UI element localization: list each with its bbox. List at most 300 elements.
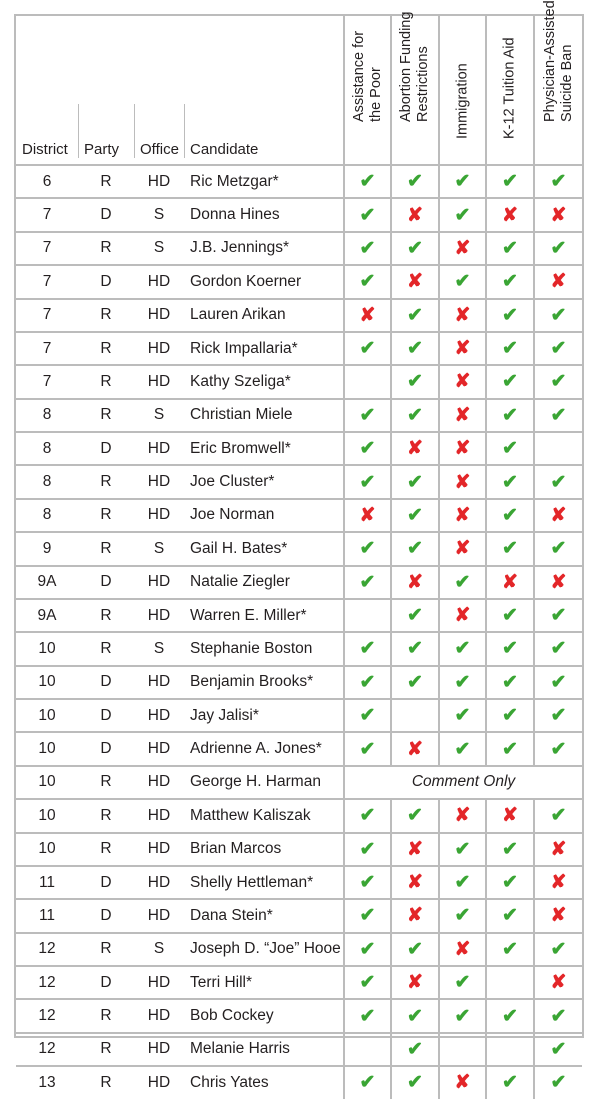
vote-cell xyxy=(486,365,534,398)
party-cell: D xyxy=(78,966,134,999)
x-icon: ✘ xyxy=(550,905,567,927)
header-row xyxy=(16,16,582,165)
check-icon: ✔ xyxy=(550,171,567,193)
vote-cell xyxy=(486,165,534,198)
issue-header-line: Assistance for xyxy=(350,30,367,122)
party-cell: R xyxy=(78,232,134,265)
vote-cell xyxy=(534,1033,582,1066)
candidate-cell: Eric Bromwell* xyxy=(184,432,344,465)
vote-cell xyxy=(439,332,486,365)
check-icon: ✔ xyxy=(550,938,567,960)
candidate-cell: Lauren Arikan xyxy=(184,299,344,332)
check-icon: ✔ xyxy=(454,738,471,760)
table-row xyxy=(16,866,582,899)
check-icon: ✔ xyxy=(502,838,518,860)
party-cell: D xyxy=(78,899,134,932)
check-icon: ✔ xyxy=(550,705,567,727)
vote-cell xyxy=(344,365,391,398)
district-cell: 10 xyxy=(16,799,78,832)
check-icon: ✔ xyxy=(550,304,567,326)
check-icon: ✔ xyxy=(407,938,423,960)
vote-cell xyxy=(534,1066,582,1098)
table-row xyxy=(16,933,582,966)
district-cell: 13 xyxy=(16,1066,78,1098)
office-cell: HD xyxy=(134,799,184,832)
party-cell: R xyxy=(78,1066,134,1098)
vote-cell xyxy=(534,899,582,932)
check-icon: ✔ xyxy=(359,738,376,760)
vote-cell xyxy=(534,332,582,365)
vote-cell xyxy=(534,432,582,465)
district-cell: 7 xyxy=(16,265,78,298)
party-cell: D xyxy=(78,265,134,298)
check-icon: ✔ xyxy=(502,438,518,460)
check-icon: ✔ xyxy=(502,271,518,293)
party-cell: R xyxy=(78,165,134,198)
table-row xyxy=(16,232,582,265)
issue-header-line: Immigration xyxy=(454,63,470,139)
check-icon: ✔ xyxy=(550,371,567,393)
table-row xyxy=(16,599,582,632)
party-cell: D xyxy=(78,666,134,699)
candidate-cell: Joe Cluster* xyxy=(184,465,344,498)
check-icon: ✔ xyxy=(407,805,423,827)
vote-cell xyxy=(391,232,439,265)
check-icon: ✔ xyxy=(407,471,423,493)
vote-cell xyxy=(439,999,486,1032)
check-icon: ✔ xyxy=(359,204,376,226)
check-icon: ✔ xyxy=(502,905,518,927)
district-cell: 8 xyxy=(16,499,78,532)
vote-cell xyxy=(486,1033,534,1066)
check-icon: ✔ xyxy=(359,404,376,426)
issue-header-line: the Poor xyxy=(367,67,384,122)
vote-cell xyxy=(534,666,582,699)
check-icon: ✔ xyxy=(502,371,518,393)
candidate-cell: Chris Yates xyxy=(184,1066,344,1098)
party-cell: R xyxy=(78,766,134,799)
candidate-cell: Melanie Harris xyxy=(184,1033,344,1066)
check-icon: ✔ xyxy=(550,338,567,360)
check-icon: ✔ xyxy=(502,872,518,894)
table-row xyxy=(16,799,582,832)
table-row xyxy=(16,399,582,432)
party-cell: R xyxy=(78,632,134,665)
vote-cell xyxy=(534,632,582,665)
candidate-cell: Ric Metzgar* xyxy=(184,165,344,198)
check-icon: ✔ xyxy=(550,738,567,760)
district-cell: 10 xyxy=(16,766,78,799)
x-icon: ✘ xyxy=(407,972,423,994)
vote-cell xyxy=(486,265,534,298)
district-header: District xyxy=(22,141,68,158)
issue-header-line: Abortion Funding xyxy=(398,11,414,122)
vote-cell xyxy=(439,833,486,866)
x-icon: ✘ xyxy=(454,1072,471,1094)
vote-cell xyxy=(344,732,391,765)
vote-cell xyxy=(534,365,582,398)
vote-cell xyxy=(391,699,439,732)
check-icon: ✔ xyxy=(502,171,518,193)
candidate-cell: Benjamin Brooks* xyxy=(184,666,344,699)
vote-cell xyxy=(534,232,582,265)
vote-cell xyxy=(534,299,582,332)
x-icon: ✘ xyxy=(454,471,471,493)
district-cell: 7 xyxy=(16,365,78,398)
check-icon: ✔ xyxy=(550,538,567,560)
x-icon: ✘ xyxy=(550,204,567,226)
check-icon: ✔ xyxy=(454,705,471,727)
vote-cell xyxy=(534,799,582,832)
vote-cell xyxy=(486,866,534,899)
party-header: Party xyxy=(84,141,120,158)
candidate-cell: Matthew Kaliszak xyxy=(184,799,344,832)
vote-cell xyxy=(391,465,439,498)
vote-cell xyxy=(439,465,486,498)
vote-cell xyxy=(439,1066,486,1098)
office-cell: HD xyxy=(134,699,184,732)
vote-cell xyxy=(439,933,486,966)
check-icon: ✔ xyxy=(359,638,376,660)
vote-cell xyxy=(344,232,391,265)
x-icon: ✘ xyxy=(454,605,471,627)
check-icon: ✔ xyxy=(502,304,518,326)
office-cell: HD xyxy=(134,1066,184,1098)
vote-cell xyxy=(486,532,534,565)
x-icon: ✘ xyxy=(407,905,423,927)
candidate-cell: Rick Impallaria* xyxy=(184,332,344,365)
vote-cell xyxy=(391,265,439,298)
check-icon: ✔ xyxy=(454,838,471,860)
header-divider xyxy=(184,104,185,158)
vote-cell xyxy=(439,198,486,231)
vote-cell xyxy=(486,666,534,699)
district-cell: 7 xyxy=(16,198,78,231)
voting-record-table xyxy=(14,0,584,1094)
vote-cell xyxy=(391,632,439,665)
vote-cell xyxy=(534,699,582,732)
vote-cell xyxy=(391,966,439,999)
check-icon: ✔ xyxy=(502,605,518,627)
office-cell: HD xyxy=(134,365,184,398)
check-icon: ✔ xyxy=(502,1072,518,1094)
vote-cell xyxy=(439,499,486,532)
x-icon: ✘ xyxy=(407,571,423,593)
vote-cell xyxy=(344,999,391,1032)
vote-cell xyxy=(344,966,391,999)
vote-cell xyxy=(391,365,439,398)
vote-cell xyxy=(344,566,391,599)
vote-cell xyxy=(344,699,391,732)
check-icon: ✔ xyxy=(407,237,423,259)
candidate-cell: Brian Marcos xyxy=(184,833,344,866)
candidate-cell: Donna Hines xyxy=(184,198,344,231)
x-icon: ✘ xyxy=(550,838,567,860)
vote-cell xyxy=(486,332,534,365)
vote-cell xyxy=(344,165,391,198)
vote-cell xyxy=(534,732,582,765)
vote-cell xyxy=(486,599,534,632)
vote-cell xyxy=(391,899,439,932)
table-row xyxy=(16,833,582,866)
office-cell: HD xyxy=(134,566,184,599)
table-row xyxy=(16,499,582,532)
check-icon: ✔ xyxy=(407,304,423,326)
district-cell: 10 xyxy=(16,632,78,665)
check-icon: ✔ xyxy=(407,338,423,360)
table-row xyxy=(16,699,582,732)
check-icon: ✔ xyxy=(454,271,471,293)
office-cell: HD xyxy=(134,866,184,899)
vote-cell xyxy=(391,566,439,599)
vote-cell xyxy=(534,499,582,532)
vote-cell xyxy=(486,232,534,265)
vote-cell xyxy=(344,432,391,465)
office-cell: HD xyxy=(134,833,184,866)
x-icon: ✘ xyxy=(502,805,518,827)
table-row xyxy=(16,666,582,699)
vote-cell xyxy=(391,1033,439,1066)
check-icon: ✔ xyxy=(359,671,376,693)
party-cell: R xyxy=(78,599,134,632)
x-icon: ✘ xyxy=(550,271,567,293)
district-cell: 11 xyxy=(16,866,78,899)
x-icon: ✘ xyxy=(550,972,567,994)
party-cell: R xyxy=(78,332,134,365)
check-icon: ✔ xyxy=(407,638,423,660)
check-icon: ✔ xyxy=(454,905,471,927)
candidate-cell: Natalie Ziegler xyxy=(184,566,344,599)
vote-cell xyxy=(344,632,391,665)
check-icon: ✔ xyxy=(359,1005,376,1027)
vote-cell xyxy=(534,966,582,999)
vote-cell xyxy=(534,833,582,866)
x-icon: ✘ xyxy=(454,938,471,960)
vote-cell xyxy=(486,399,534,432)
check-icon: ✔ xyxy=(407,538,423,560)
district-cell: 9A xyxy=(16,566,78,599)
check-icon: ✔ xyxy=(502,938,518,960)
check-icon: ✔ xyxy=(502,338,518,360)
check-icon: ✔ xyxy=(359,171,376,193)
vote-cell xyxy=(486,432,534,465)
x-icon: ✘ xyxy=(454,404,471,426)
vote-cell xyxy=(439,1033,486,1066)
vote-cell xyxy=(391,499,439,532)
office-cell: HD xyxy=(134,299,184,332)
vote-cell xyxy=(534,532,582,565)
district-cell: 10 xyxy=(16,666,78,699)
vote-cell xyxy=(439,232,486,265)
vote-cell xyxy=(439,399,486,432)
vote-cell xyxy=(439,566,486,599)
x-icon: ✘ xyxy=(550,571,567,593)
check-icon: ✔ xyxy=(359,271,376,293)
party-cell: R xyxy=(78,933,134,966)
vote-cell xyxy=(486,732,534,765)
check-icon: ✔ xyxy=(359,237,376,259)
party-cell: R xyxy=(78,499,134,532)
district-cell: 10 xyxy=(16,833,78,866)
comment-cell: Comment Only xyxy=(344,766,582,799)
check-icon: ✔ xyxy=(454,571,471,593)
office-cell: HD xyxy=(134,465,184,498)
check-icon: ✔ xyxy=(502,671,518,693)
table-row xyxy=(16,1066,582,1098)
office-cell: S xyxy=(134,232,184,265)
check-icon: ✔ xyxy=(359,938,376,960)
vote-cell xyxy=(439,165,486,198)
vote-cell xyxy=(344,1033,391,1066)
vote-cell xyxy=(439,866,486,899)
vote-cell xyxy=(439,365,486,398)
party-cell: D xyxy=(78,866,134,899)
vote-cell xyxy=(344,933,391,966)
district-cell: 8 xyxy=(16,465,78,498)
vote-cell xyxy=(439,432,486,465)
district-cell: 8 xyxy=(16,432,78,465)
party-cell: R xyxy=(78,299,134,332)
party-cell: D xyxy=(78,732,134,765)
vote-cell xyxy=(534,933,582,966)
x-icon: ✘ xyxy=(502,571,518,593)
check-icon: ✔ xyxy=(550,605,567,627)
check-icon: ✔ xyxy=(359,1072,376,1094)
vote-cell xyxy=(344,265,391,298)
x-icon: ✘ xyxy=(407,438,423,460)
check-icon: ✔ xyxy=(454,1005,471,1027)
office-cell: HD xyxy=(134,899,184,932)
vote-cell xyxy=(344,532,391,565)
check-icon: ✔ xyxy=(454,171,471,193)
check-icon: ✔ xyxy=(407,1005,423,1027)
table-row xyxy=(16,966,582,999)
vote-cell xyxy=(391,666,439,699)
check-icon: ✔ xyxy=(502,471,518,493)
vote-cell xyxy=(344,399,391,432)
x-icon: ✘ xyxy=(407,738,423,760)
office-cell: S xyxy=(134,399,184,432)
vote-cell xyxy=(391,198,439,231)
vote-cell xyxy=(391,532,439,565)
district-cell: 6 xyxy=(16,165,78,198)
check-icon: ✔ xyxy=(454,204,471,226)
header-divider xyxy=(134,104,135,158)
vote-cell xyxy=(439,299,486,332)
district-cell: 8 xyxy=(16,399,78,432)
x-icon: ✘ xyxy=(359,504,376,526)
party-cell: R xyxy=(78,833,134,866)
issue-header-immigration xyxy=(439,16,486,165)
table-row xyxy=(16,465,582,498)
vote-cell xyxy=(486,1066,534,1098)
district-cell: 10 xyxy=(16,732,78,765)
candidate-cell: Shelly Hettleman* xyxy=(184,866,344,899)
check-icon: ✔ xyxy=(550,671,567,693)
check-icon: ✔ xyxy=(502,504,518,526)
candidate-cell: Adrienne A. Jones* xyxy=(184,732,344,765)
issue-header-line: Restrictions xyxy=(415,46,431,122)
candidate-cell: Terri Hill* xyxy=(184,966,344,999)
vote-cell xyxy=(344,666,391,699)
candidate-cell: Joseph D. “Joe” Hooe xyxy=(184,933,344,966)
party-cell: R xyxy=(78,1033,134,1066)
x-icon: ✘ xyxy=(407,838,423,860)
x-icon: ✘ xyxy=(407,271,423,293)
office-cell: HD xyxy=(134,966,184,999)
district-cell: 7 xyxy=(16,332,78,365)
candidate-cell: Christian Miele xyxy=(184,399,344,432)
check-icon: ✔ xyxy=(407,1072,423,1094)
candidate-cell: Jay Jalisi* xyxy=(184,699,344,732)
office-cell: S xyxy=(134,198,184,231)
vote-cell xyxy=(344,198,391,231)
check-icon: ✔ xyxy=(550,237,567,259)
issue-header-poor xyxy=(344,16,391,165)
check-icon: ✔ xyxy=(359,838,376,860)
office-cell: HD xyxy=(134,732,184,765)
issue-header-line: Physician-Assisted xyxy=(541,0,558,122)
vote-cell xyxy=(391,833,439,866)
table-row xyxy=(16,198,582,231)
vote-cell xyxy=(534,599,582,632)
check-icon: ✔ xyxy=(502,638,518,660)
vote-cell xyxy=(486,933,534,966)
check-icon: ✔ xyxy=(454,872,471,894)
check-icon: ✔ xyxy=(550,805,567,827)
x-icon: ✘ xyxy=(454,538,471,560)
table-row xyxy=(16,566,582,599)
party-cell: R xyxy=(78,999,134,1032)
table-row xyxy=(16,532,582,565)
party-cell: D xyxy=(78,198,134,231)
x-icon: ✘ xyxy=(454,338,471,360)
office-cell: HD xyxy=(134,766,184,799)
vote-cell xyxy=(344,499,391,532)
x-icon: ✘ xyxy=(454,805,471,827)
vote-cell xyxy=(391,866,439,899)
district-cell: 10 xyxy=(16,699,78,732)
vote-cell xyxy=(486,198,534,231)
check-icon: ✔ xyxy=(407,371,423,393)
candidate-cell: Kathy Szeliga* xyxy=(184,365,344,398)
vote-cell xyxy=(439,599,486,632)
district-cell: 7 xyxy=(16,232,78,265)
office-cell: S xyxy=(134,532,184,565)
party-cell: R xyxy=(78,532,134,565)
vote-cell xyxy=(486,966,534,999)
district-cell: 11 xyxy=(16,899,78,932)
x-icon: ✘ xyxy=(359,304,376,326)
x-icon: ✘ xyxy=(502,204,518,226)
table-row xyxy=(16,299,582,332)
check-icon: ✔ xyxy=(359,471,376,493)
candidate-header: Candidate xyxy=(190,141,259,158)
check-icon: ✔ xyxy=(502,404,518,426)
issue-header-abortion xyxy=(391,11,439,165)
candidate-cell: J.B. Jennings* xyxy=(184,232,344,265)
vote-cell xyxy=(486,499,534,532)
vote-cell xyxy=(391,432,439,465)
vote-cell xyxy=(344,866,391,899)
district-cell: 9A xyxy=(16,599,78,632)
vote-cell xyxy=(486,699,534,732)
vote-cell xyxy=(534,465,582,498)
vote-cell xyxy=(391,399,439,432)
check-icon: ✔ xyxy=(359,571,376,593)
x-icon: ✘ xyxy=(407,204,423,226)
vote-cell xyxy=(344,899,391,932)
